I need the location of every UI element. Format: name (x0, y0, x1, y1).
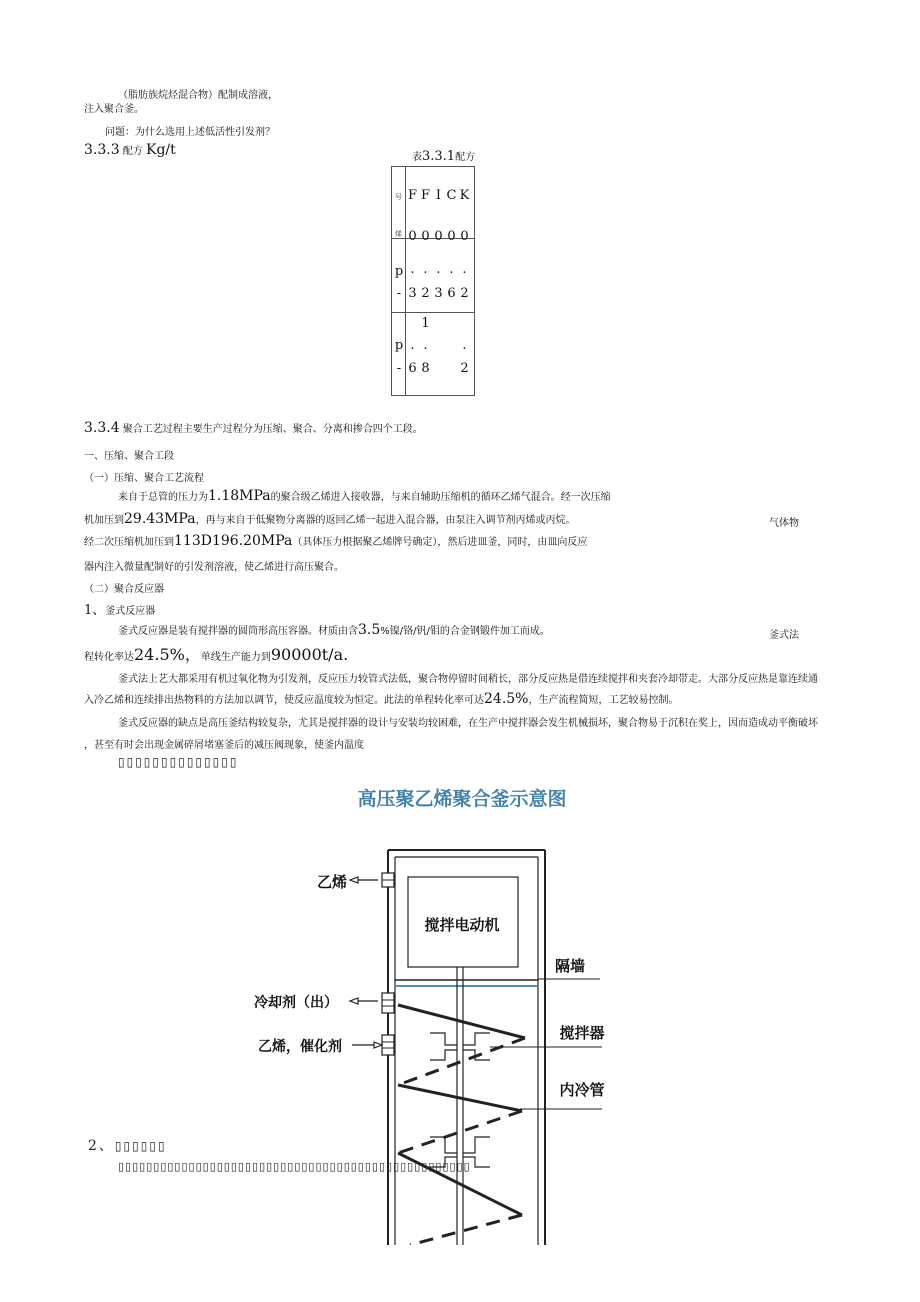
para-line (118, 488, 611, 504)
value: 24.5%， (134, 645, 201, 664)
text: 机加压到 (84, 515, 124, 526)
value: 3.5 (358, 622, 381, 638)
heading-text: ▯▯▯▯▯▯ (114, 1139, 167, 1153)
heading-text: 釜式反应器 (105, 606, 156, 617)
coil-segment (398, 1085, 522, 1111)
side-note: 釜式法 (769, 630, 799, 641)
value: 29.43MPa (124, 511, 196, 527)
text: 单线生产能力到 (200, 652, 271, 663)
row-label: p (394, 264, 404, 279)
table-cell: 0 (434, 229, 443, 244)
section-unit: Kg/t (146, 142, 176, 158)
text: 经二次压缩机加压到 (84, 537, 174, 548)
coolant-out-label: 冷却剂（出） (254, 995, 338, 1011)
text: 程转化率达 (84, 652, 134, 663)
table-cell: . (462, 262, 467, 277)
table-cell: . (436, 262, 441, 277)
value: 1.18MPa (208, 488, 271, 504)
feed-label: 乙烯，催化剂 (258, 1039, 342, 1055)
table-cell: K (459, 188, 470, 203)
coil-segment (398, 1111, 522, 1153)
motor-label: 搅拌电动机 (424, 916, 500, 934)
table-caption (412, 148, 475, 164)
text: 入冷乙烯和连续排出热物料的方法加以调节，使反应温度较为恒定。此法的单程转化率可达 (84, 695, 484, 706)
coil-segment (398, 1038, 525, 1085)
para-line: 注入聚合釜。 (84, 104, 144, 115)
section-number: 3.3.3 (84, 142, 120, 158)
caption-prefix: 表 (412, 152, 422, 163)
heading-4 (84, 599, 155, 618)
table-cell: . (423, 262, 428, 277)
table-cell: 2 (460, 286, 469, 301)
garbled-line: ▯▯▯▯▯▯▯▯▯▯▯▯▯▯▯▯▯▯▯▯▯▯▯▯▯▯▯▯▯▯▯▯▯▯▯▯▯▯▯▯▯▯▯▯▯▯▯▯▯▯ (118, 1160, 471, 1173)
row-label: 烯 (395, 230, 402, 238)
row-label: - (396, 286, 402, 301)
para-line: 釜式法上艺大都采用有机过氧化物为引发剂，反应压力较管式法低，聚合物停留时间稍长，部分反应热是借连续搅拌和夹套冷却带走。大部分反应热是靠连续通 (118, 674, 818, 685)
recipe-table (391, 166, 475, 396)
heading-number: 1、 (84, 603, 106, 618)
section-number: 3.3.4 (84, 420, 120, 436)
port-coolant-out (382, 993, 394, 1013)
table-cell: 3 (434, 286, 443, 301)
text: 来自于总管的压力为 (118, 492, 208, 503)
table-cell: . (423, 338, 428, 353)
caption-number: 3.3.1 (422, 149, 456, 164)
arrow-coolant-out-icon (350, 998, 378, 1004)
stirrer-label: 搅拌器 (559, 1024, 605, 1042)
coil-segment (410, 1215, 522, 1245)
coil-segment (398, 1005, 525, 1038)
text: 的聚合级乙烯进入接收器，与来自辅助压缩机的循环乙烯气混合。经一次压缩 (270, 492, 611, 503)
para-line (84, 691, 678, 707)
text: %镍/铬/钒/钼的合金钢锻件加工而成。 (380, 626, 550, 637)
table-cell: 0 (460, 229, 469, 244)
arrow-ethylene-out-icon (350, 877, 378, 883)
side-note: 气体物 (769, 518, 799, 529)
para-line (84, 511, 576, 527)
garbled-heading (88, 1135, 167, 1155)
value: 90000t/a. (270, 645, 349, 664)
value: 113D196.20MPa (174, 533, 293, 549)
table-cell: . (449, 262, 454, 277)
section-3-3-3-heading (84, 142, 176, 158)
section-text: 聚合工艺过程主要生产过程分为压缩、聚合、分离和掺合四个工段。 (122, 424, 423, 435)
arrow-feed-icon (352, 1042, 382, 1048)
caption-suffix: 配方 (455, 152, 476, 163)
heading-3: （二）聚合反应器 (84, 584, 164, 595)
table-cell: 6 (447, 286, 456, 301)
ethylene-out-label: 乙烯 (316, 873, 348, 891)
heading-number: 2、 (88, 1138, 115, 1154)
stirrer-blade-upper (430, 1033, 490, 1060)
table-cell: . (410, 338, 415, 353)
question-line: 问题：为什么选用上述低活性引发剂？ (105, 127, 275, 138)
garbled-line: ▯▯▯▯▯▯▯▯▯▯▯▯▯▯ (118, 755, 239, 769)
heading-2: （一）压缩、聚合工艺流程 (84, 473, 204, 484)
table-cell: 0 (421, 229, 430, 244)
section-label: 配方 (122, 146, 143, 157)
table-cell: 2 (460, 361, 469, 376)
para-line: 釜式反应器的缺点是高压釜结构较复杂，尤其是搅拌器的设计与安装均较困难，在生产中搅拌器会发生机械损坏，聚合物易于沉积在奖上，因而造成动平衡破坏 (118, 718, 818, 729)
value: 24.5% (484, 691, 529, 707)
text: （具体压力根据聚乙烯牌号确定），然后进皿釜，同时，由皿向反应 (292, 537, 588, 548)
table-cell: F (407, 188, 418, 203)
para-line: ，甚至有时会出现金属碎屑堵塞釜后的减压阀现象，使釜内温度 (84, 740, 364, 751)
table-cell: 2 (421, 286, 430, 301)
table-cell: I (435, 188, 442, 203)
heading-1: 一、压缩、聚合工段 (84, 451, 174, 462)
text: 釜式反应器是装有搅拌器的圆筒形高压容器。材质由含 (118, 626, 358, 637)
row-label: - (396, 361, 402, 376)
table-cell: 0 (408, 229, 417, 244)
inner-cooling-label: 内冷管 (559, 1081, 605, 1099)
port-feed (382, 1035, 394, 1055)
para-line: 器内注入微量配制好的引发剂溶液，使乙烯进行高压聚合。 (84, 562, 344, 573)
table-cell: 1 (421, 316, 430, 331)
text: ，再与来自于低聚物分离器的返回乙烯一起进入混合器，由泵注入调节剂丙烯或丙烷。 (195, 515, 576, 526)
table-cell: C (446, 188, 457, 203)
table-cell: 0 (447, 229, 456, 244)
table-cell: F (420, 188, 431, 203)
table-cell: 3 (408, 286, 417, 301)
text: ，生产流程简短，工艺较易控制。 (528, 695, 679, 706)
diagram-title: 高压聚乙烯聚合釜示意图 (357, 788, 567, 810)
table-cell: 6 (408, 361, 417, 376)
para-line: （脂肪族烷烃混合物）配制成溶液， (118, 90, 278, 101)
para-line (84, 533, 587, 549)
table-cell: . (410, 262, 415, 277)
row-label: 号 (395, 193, 402, 201)
row-label: p (394, 338, 404, 353)
reactor-diagram (250, 775, 620, 1245)
table-cell: 8 (421, 361, 430, 376)
para-line (118, 622, 550, 638)
table-cell: . (462, 338, 467, 353)
wall-label: 隔墙 (554, 957, 586, 975)
section-3-3-4-heading (84, 420, 423, 436)
para-line (84, 642, 348, 665)
